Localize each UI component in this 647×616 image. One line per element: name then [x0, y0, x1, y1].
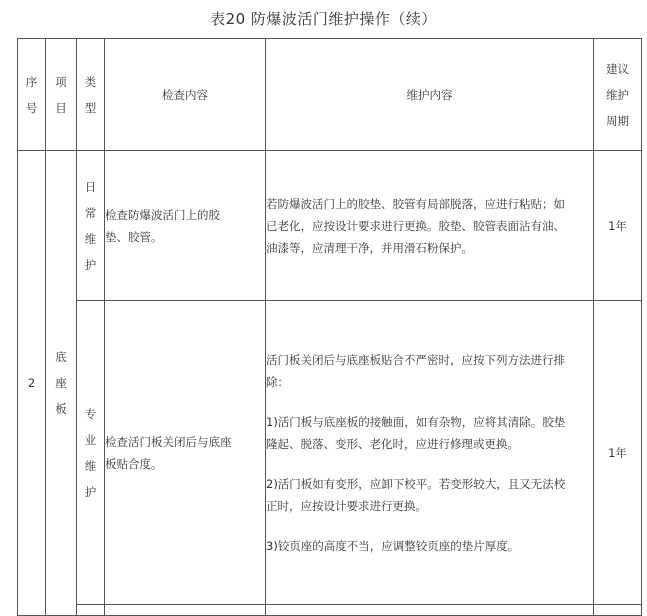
header-item: 项 目: [46, 39, 77, 151]
maint-daily: 若防爆波活门上的胶垫、胶管有局部脱落，应进行粘贴；如 已老化，应按设计要求进行更换。胶垫、胶管表面沾有油、 油漆等，应清理干净，并用滑石粉保护。: [266, 151, 594, 301]
type-pro: 专 业 维 护: [77, 301, 105, 605]
header-maint: 维护内容: [266, 39, 594, 151]
header-check: 检查内容: [105, 39, 266, 151]
row-daily: [18, 151, 642, 301]
check-daily: 检查防爆波活门上的胶 垫、胶管。: [105, 151, 266, 301]
period-daily: 1年: [594, 151, 642, 301]
maint-pro-para: 3)铰页座的高度不当，应调整铰页座的垫片厚度。: [266, 538, 520, 553]
check-pro: 检查活门板关闭后与底座 板贴合度。: [105, 301, 266, 605]
maint-pro: [266, 301, 594, 605]
type-daily: 日 常 维 护: [77, 151, 105, 301]
row-item: 底 座 板: [46, 151, 77, 616]
period-pro: 1年: [594, 301, 642, 605]
row-pro: [18, 301, 642, 605]
table-title: 表20 防爆波活门维护操作（续）: [210, 10, 437, 28]
header-row: [18, 39, 642, 151]
row-no: 2: [18, 151, 46, 616]
row-cut: [18, 605, 642, 616]
maint-pro-para: 活门板关闭后与底座板贴合不严密时，应按下列方法进行排 除：: [266, 352, 565, 389]
maint-pro-para: 2)活门板如有变形，应卸下校平。若变形较大，且又无法校 正时，应按设计要求进行更换。: [266, 476, 566, 513]
header-period: 建议 维护 周期: [594, 39, 642, 151]
header-no: 序 号: [18, 39, 46, 151]
header-type: 类 型: [77, 39, 105, 151]
maintenance-table: [17, 38, 642, 616]
maint-pro-para: 1)活门板与底座板的接触面，如有杂物，应将其清除。胶垫 隆起、脱落、变形、老化时，应进行修理或更换。: [266, 414, 566, 451]
